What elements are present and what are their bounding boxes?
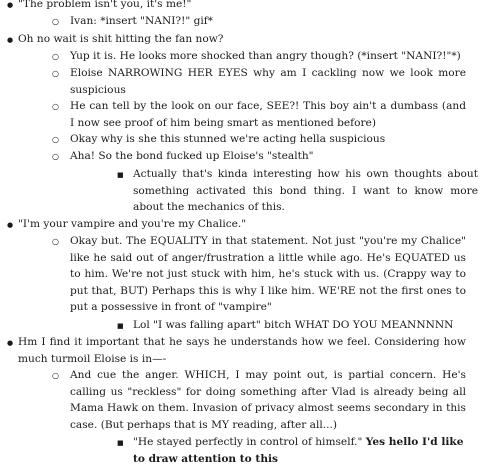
hollow-bullet-icon bbox=[52, 367, 59, 385]
bullet-icon bbox=[7, 31, 13, 49]
note-item: He can tell by the look on our face, SEE?! This boy ain't a dumbass (and I now see proof of him being smart as mentioned before) bbox=[70, 100, 466, 129]
note-item: Okay but. The EQUALITY in that statement. Not just "you're my Chalice" like he said out of anger/frustration a little while ago. He's EQUATED us to him. We're not just stuck with him, he's stuck with us. (Crappy way to put that, BUT) Perhaps this is why I like him. WE'RE not the first ones to put a possessive in front of "vampire" bbox=[70, 235, 466, 314]
square-bullet-icon bbox=[117, 317, 124, 335]
square-bullet-icon bbox=[117, 166, 124, 184]
hollow-bullet-icon bbox=[52, 148, 59, 166]
hollow-bullet-icon bbox=[52, 98, 59, 116]
bullet-icon bbox=[7, 334, 13, 352]
hollow-bullet-icon bbox=[52, 65, 59, 83]
note-item: And cue the anger. WHICH, I may point out, is partial concern. He's calling us "reckless" for doing something after Vlad is already being all Mama Hawk on them. Invasion of privacy almost seems secondary in this case. (But perhaps that is MY reading, after all...) bbox=[70, 369, 466, 431]
note-item: Actually that's kinda interesting how his own thoughts about something activated this bond thing. I want to know more about the mechanics of this. bbox=[133, 168, 478, 214]
note-item: "I'm your vampire and you're my Chalice." bbox=[18, 218, 247, 230]
note-item: Okay why is she this stunned we're acting hella suspicious bbox=[70, 133, 386, 145]
note-item: Ivan: *insert "NANI?!" gif* bbox=[70, 15, 213, 27]
bold-text: Yes hello I'd like to draw attention to this bbox=[133, 436, 464, 464]
note-item: Eloise NARROWING HER EYES why am I cackling now we look more suspicious bbox=[70, 67, 466, 96]
hollow-bullet-icon bbox=[52, 233, 59, 251]
note-text: "He stayed perfectly in control of himself." bbox=[133, 436, 363, 448]
note-item: Lol "I was falling apart" bitch WHAT DO YOU MEANNNNN bbox=[133, 319, 454, 331]
note-item: Aha! So the bond fucked up Eloise's "stealth" bbox=[70, 150, 314, 162]
note-item bbox=[133, 434, 478, 464]
note-item: "The problem isn't you, it's me!" bbox=[18, 0, 192, 10]
note-item: Oh no wait is shit hitting the fan now? bbox=[18, 33, 224, 45]
note-item: Hm I find it important that he says he understands how we feel. Considering how much turmoil Eloise is in—- bbox=[18, 336, 466, 365]
note-item: Yup it is. He looks more shocked than angry though? (*insert "NANI?!"*) bbox=[70, 50, 461, 62]
hollow-bullet-icon bbox=[52, 131, 59, 149]
bullet-icon bbox=[7, 216, 13, 234]
hollow-bullet-icon bbox=[52, 48, 59, 66]
hollow-bullet-icon bbox=[52, 13, 59, 31]
square-bullet-icon bbox=[117, 434, 124, 452]
bullet-icon bbox=[7, 0, 13, 14]
